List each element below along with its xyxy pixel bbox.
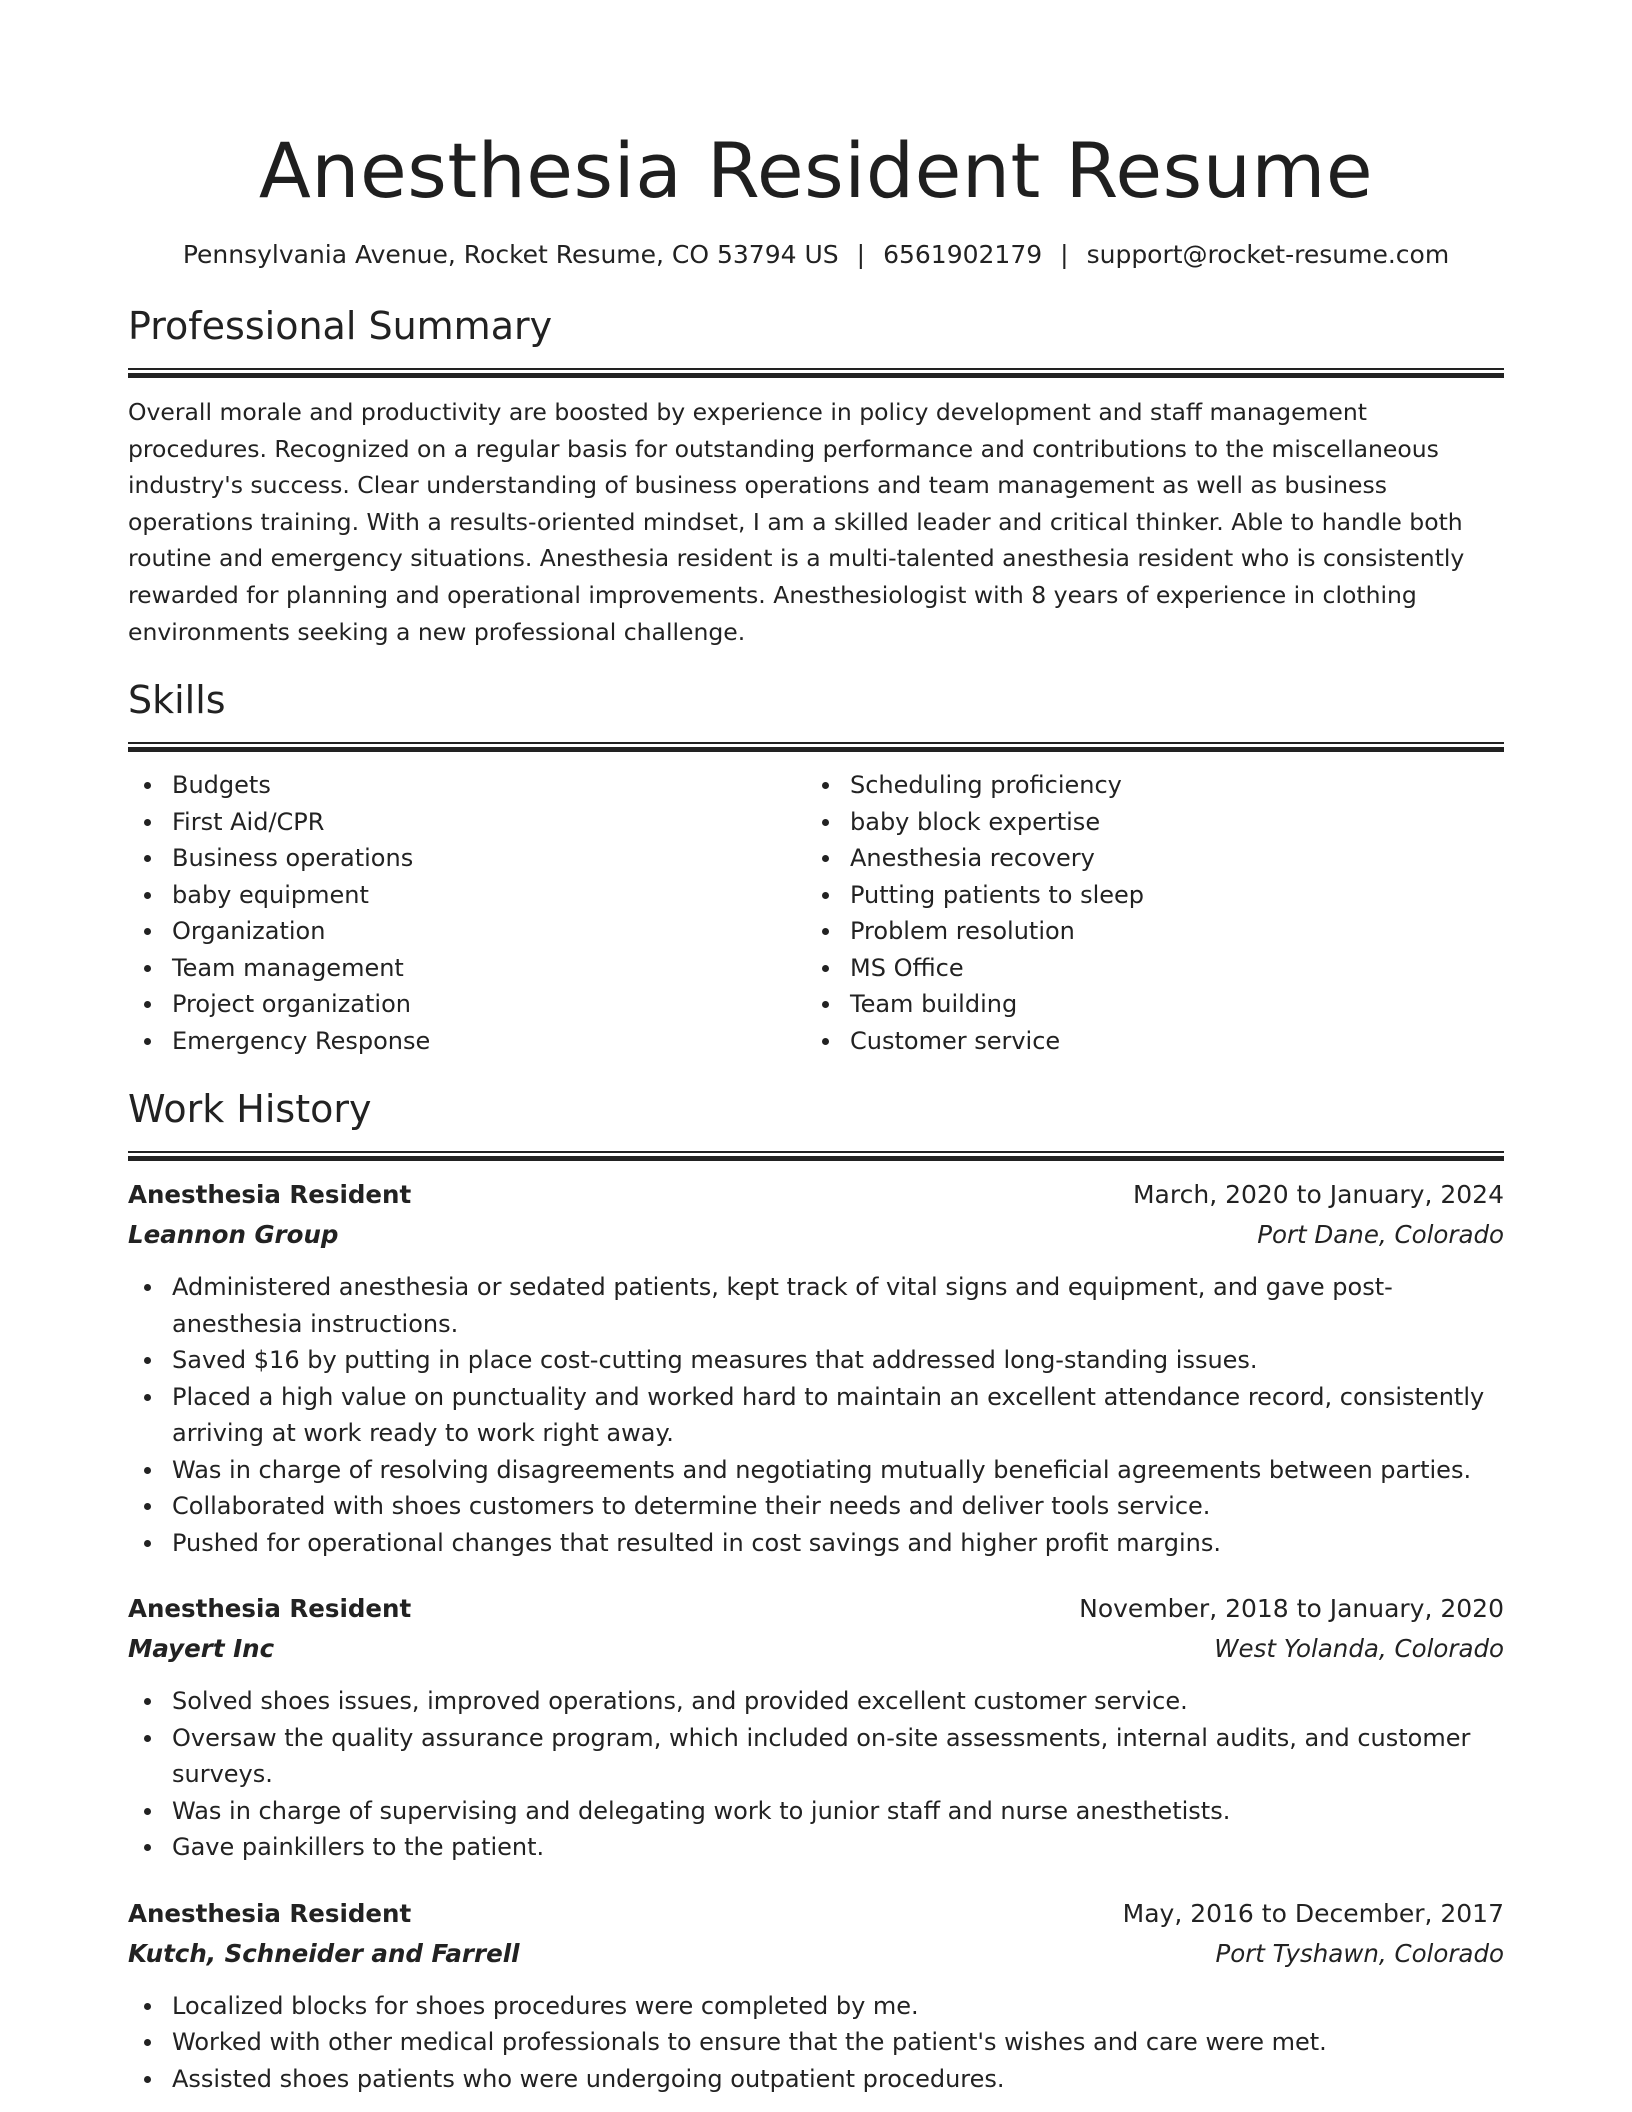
job-location: Port Tyshawn, Colorado	[1215, 1938, 1504, 1968]
resume-page	[128, 0, 1504, 2097]
job-duty: Localized blocks for shoes procedures were completed by me.	[172, 1988, 1504, 2025]
work-history-section	[128, 1085, 1504, 2097]
job-company-row	[128, 1215, 1504, 1255]
skill-item: baby block expertise	[850, 804, 1484, 841]
job-duty: Worked with other medical professionals to ensure that the patient's wishes and care were met.	[172, 2024, 1504, 2061]
skill-item: Customer service	[850, 1023, 1484, 1060]
contact-email: support@rocket-resume.com	[1086, 240, 1450, 269]
job-duties-list	[128, 1988, 1504, 2098]
skill-item: Anesthesia recovery	[850, 840, 1484, 877]
job-entry	[128, 1894, 1504, 2098]
section-divider	[128, 368, 1504, 378]
skill-item: baby equipment	[172, 877, 806, 914]
skill-item: Organization	[172, 913, 806, 950]
summary-text: Overall morale and productivity are boosted by experience in policy development and staff management procedures. Recognized on a regular basis for outstanding performance and contributions to the miscellaneous industry's success. Clear understanding of business operations and team management as well as business operations training. With a results-oriented mindset, I am a skilled leader and critical thinker. Able to handle both routine and emergency situations. Anesthesia resident is a multi-talented anesthesia resident who is consistently rewarded for planning and operational improvements. Anesthesiologist with 8 years of experience in clothing environments seeking a new professional challenge.	[128, 398, 1465, 646]
job-dates: November, 2018 to January, 2020	[1079, 1594, 1504, 1624]
contact-address: Pennsylvania Avenue, Rocket Resume, CO 53794 US	[182, 240, 839, 269]
section-divider	[128, 742, 1504, 752]
job-duty: Was in charge of supervising and delegating work to junior staff and nurse anesthetists.	[172, 1793, 1504, 1830]
skill-item: MS Office	[850, 950, 1484, 987]
job-header-row	[128, 1894, 1504, 1934]
job-entry	[128, 1589, 1504, 1866]
job-dates: May, 2016 to December, 2017	[1122, 1898, 1504, 1928]
job-duty: Collaborated with shoes customers to determine their needs and deliver tools service.	[172, 1488, 1504, 1525]
job-title: Anesthesia Resident	[128, 1180, 412, 1210]
skills-list-right	[806, 767, 1484, 1059]
job-duty: Oversaw the quality assurance program, which included on-site assessments, internal audits, and customer surveys.	[172, 1720, 1504, 1793]
summary-heading: Professional Summary	[128, 304, 553, 348]
skills-heading: Skills	[128, 678, 226, 723]
work-history-heading: Work History	[128, 1087, 372, 1132]
job-company-row	[128, 1629, 1504, 1669]
job-title: Anesthesia Resident	[128, 1898, 412, 1928]
job-duty: Pushed for operational changes that resulted in cost savings and higher profit margins.	[172, 1525, 1504, 1562]
skill-item: Emergency Response	[172, 1023, 806, 1060]
skill-item: Problem resolution	[850, 913, 1484, 950]
job-location: West Yolanda, Colorado	[1214, 1634, 1504, 1664]
skill-item: Business operations	[172, 840, 806, 877]
skills-section	[128, 676, 1504, 1059]
skills-list-left	[128, 767, 806, 1059]
skills-columns	[128, 767, 1504, 1059]
skill-item: Project organization	[172, 986, 806, 1023]
job-header-row	[128, 1175, 1504, 1215]
job-duty: Assisted shoes patients who were undergoing outpatient procedures.	[172, 2061, 1504, 2098]
contact-separator: |	[856, 240, 866, 269]
job-duty: Placed a high value on punctuality and worked hard to maintain an excellent attendance record, consistently arriving at work ready to work right away.	[172, 1379, 1504, 1452]
job-company: Kutch, Schneider and Farrell	[128, 1938, 520, 1968]
contact-separator: |	[1060, 240, 1069, 269]
skill-item: Team building	[850, 986, 1484, 1023]
job-company-row	[128, 1934, 1504, 1974]
skill-item: Scheduling proficiency	[850, 767, 1484, 804]
resume-title: Anesthesia Resident Resume	[258, 126, 1374, 215]
section-divider	[128, 1151, 1504, 1161]
job-company: Leannon Group	[128, 1220, 339, 1250]
job-duty: Administered anesthesia or sedated patients, kept track of vital signs and equipment, and gave post-anesthesia instructions.	[172, 1269, 1504, 1342]
job-duty: Solved shoes issues, improved operations, and provided excellent customer service.	[172, 1683, 1504, 1720]
job-location: Port Dane, Colorado	[1257, 1220, 1504, 1250]
skill-item: First Aid/CPR	[172, 804, 806, 841]
job-duties-list	[128, 1683, 1504, 1866]
job-dates: March, 2020 to January, 2024	[1132, 1180, 1504, 1210]
job-entry	[128, 1175, 1504, 1561]
job-duty: Was in charge of resolving disagreements and negotiating mutually beneficial agreements between parties.	[172, 1452, 1504, 1489]
skill-item: Budgets	[172, 767, 806, 804]
job-duty: Gave painkillers to the patient.	[172, 1829, 1504, 1866]
job-company: Mayert Inc	[128, 1634, 275, 1664]
job-duty: Saved $16 by putting in place cost-cutting measures that addressed long-standing issues.	[172, 1342, 1504, 1379]
skill-item: Putting patients to sleep	[850, 877, 1484, 914]
skill-item: Team management	[172, 950, 806, 987]
contact-line	[128, 238, 1504, 272]
job-header-row	[128, 1589, 1504, 1629]
contact-phone: 6561902179	[883, 240, 1043, 269]
job-title: Anesthesia Resident	[128, 1594, 412, 1624]
job-duties-list	[128, 1269, 1504, 1561]
summary-section	[128, 302, 1504, 650]
